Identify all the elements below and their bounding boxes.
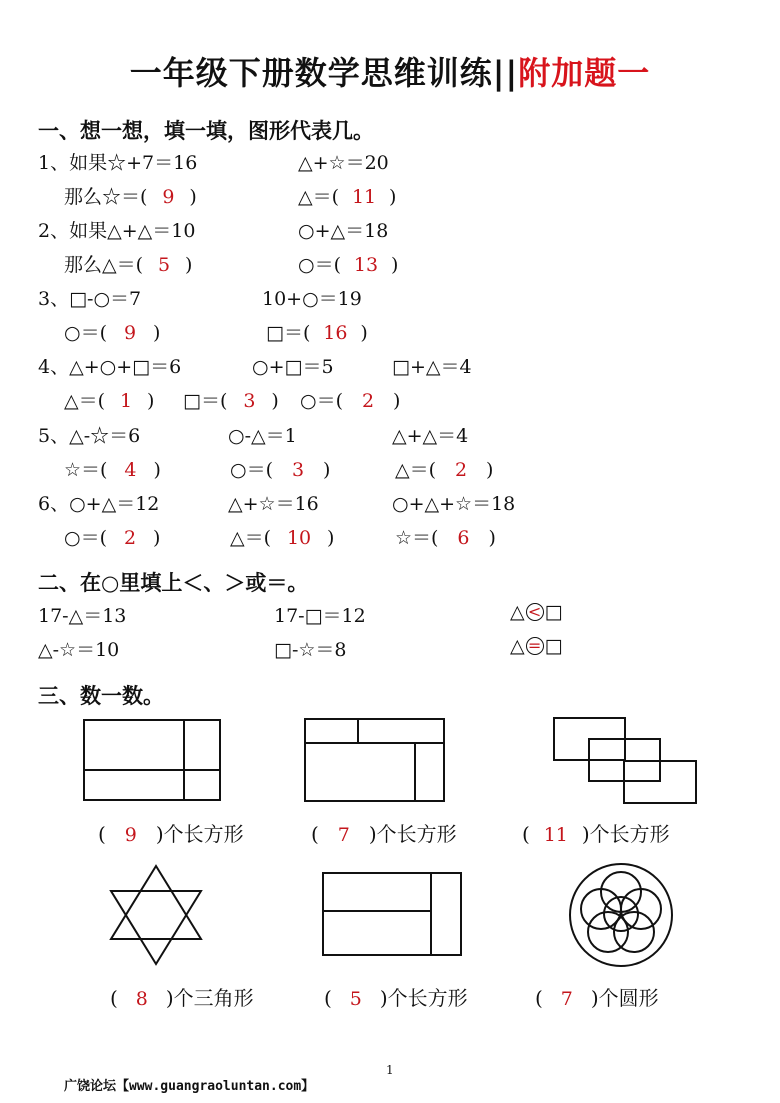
open-paren: (: [110, 986, 118, 1010]
answer-prompt: ☆＝(: [64, 459, 108, 481]
equation-text: △-☆＝6: [69, 425, 141, 447]
answer-prompt: □＝(: [183, 390, 228, 412]
answer-value: 3: [243, 390, 256, 412]
item4-equation-b: ○+□＝5: [252, 356, 334, 378]
item5-equation-a: [38, 421, 140, 448]
answer-value: 7: [337, 824, 350, 846]
equation-text: 如果☆+7＝16: [69, 152, 198, 174]
item4-answer-a: [64, 386, 154, 413]
title-accent: 附加题一: [518, 54, 651, 92]
rectangle-figure-3: [321, 871, 463, 957]
equation-text: □-○＝7: [69, 288, 142, 310]
item6-equation-c: ○+△+☆＝18: [392, 493, 516, 515]
answer-value: 2: [123, 527, 137, 549]
answer-prompt: △＝(: [64, 390, 106, 412]
overlapping-rectangles-figure: [552, 716, 698, 806]
answer-value: 7: [560, 988, 573, 1010]
page-title: [0, 48, 780, 94]
answer-value: 11: [351, 186, 377, 208]
item1-equation-a: [38, 148, 197, 175]
count-caption-5: [324, 982, 468, 1011]
item6-answer-c: [395, 523, 496, 550]
answer-prompt: ☆＝(: [395, 527, 439, 549]
close-paren: ): [323, 459, 331, 481]
caption-text: )个长方形: [581, 822, 670, 846]
caption-text: )个长方形: [368, 822, 457, 846]
item4-answer-c: [300, 386, 400, 413]
close-paren: ): [185, 254, 193, 276]
answer-value: 5: [349, 988, 362, 1010]
open-paren: (: [324, 986, 332, 1010]
count-caption-4: [110, 982, 254, 1011]
close-paren: ): [360, 322, 368, 344]
rectangle-figure-2: [303, 717, 446, 803]
compare-row1-c: [510, 601, 563, 623]
compare-left: △: [510, 601, 525, 623]
compare-row1-b: 17-□＝12: [274, 605, 366, 627]
answer-value: 1: [119, 390, 133, 412]
answer-value: 9: [123, 322, 137, 344]
item3-answer-a: [64, 318, 160, 345]
compare-sign: <: [526, 603, 544, 621]
answer-value: 8: [135, 988, 148, 1010]
answer-value: 13: [353, 254, 379, 276]
item1-answer-b: [298, 182, 396, 209]
compare-sign: =: [526, 637, 544, 655]
compare-row2-b: □-☆＝8: [274, 639, 347, 661]
answer-prompt: □＝(: [266, 322, 311, 344]
item-number: 6、: [38, 493, 70, 515]
answer-value: 2: [454, 459, 468, 481]
item3-equation-a: [38, 284, 141, 311]
page-number: 1: [386, 1063, 394, 1077]
close-paren: ): [153, 459, 161, 481]
item5-equation-b: ○-△＝1: [228, 425, 297, 447]
compare-right: □: [544, 601, 563, 623]
answer-value: 6: [457, 527, 470, 549]
answer-value: 5: [157, 254, 171, 276]
caption-text: )个长方形: [155, 822, 244, 846]
compare-left: △: [510, 635, 525, 657]
item5-answer-c: [395, 455, 493, 482]
item5-answer-a: [64, 455, 161, 482]
item-number: 3、: [38, 288, 70, 310]
item6-equation-b: △+☆＝16: [228, 493, 319, 515]
answer-prompt: 那么☆＝(: [64, 186, 148, 208]
count-caption-2: [311, 818, 457, 847]
item2-answer-b: [298, 250, 398, 277]
close-paren: ): [147, 390, 155, 412]
item4-equation-c: □+△＝4: [392, 356, 472, 378]
item4-equation-a: [38, 352, 181, 379]
answer-value: 16: [323, 322, 348, 344]
item6-answer-b: [230, 523, 334, 550]
item5-answer-b: [230, 455, 330, 482]
answer-prompt: ○＝(: [298, 254, 341, 276]
item1-equation-b: △+☆＝20: [298, 152, 389, 174]
answer-prompt: 那么△＝(: [64, 254, 144, 276]
answer-prompt: △＝(: [395, 459, 437, 481]
answer-value: 3: [291, 459, 305, 481]
close-paren: ): [486, 459, 494, 481]
section1-heading: 一、想一想，填一填，图形代表几。: [38, 119, 374, 143]
close-paren: ): [393, 390, 401, 412]
count-caption-6: [535, 982, 659, 1011]
answer-value: 11: [543, 824, 568, 846]
answer-value: 4: [124, 459, 137, 481]
item2-answer-a: [64, 250, 192, 277]
open-paren: (: [522, 822, 530, 846]
equation-text: 如果△+△＝10: [69, 220, 196, 242]
answer-value: 2: [361, 390, 375, 412]
item4-answer-b: [183, 386, 279, 413]
caption-text: )个圆形: [590, 986, 659, 1010]
hexagram-figure: [106, 863, 206, 967]
title-main: 一年级下册数学思维训练||: [129, 54, 519, 92]
item1-answer-a: [64, 182, 197, 209]
answer-prompt: ○＝(: [300, 390, 343, 412]
answer-value: 10: [286, 527, 312, 549]
item3-answer-b: [266, 318, 368, 345]
close-paren: ): [488, 527, 496, 549]
close-paren: ): [189, 186, 197, 208]
rectangle-figure-1: [82, 718, 222, 803]
equation-text: ○+△＝12: [69, 493, 160, 515]
item-number: 2、: [38, 220, 70, 242]
answer-prompt: ○＝(: [64, 527, 107, 549]
circles-figure: [568, 862, 674, 968]
caption-text: )个长方形: [379, 986, 468, 1010]
count-caption-3: [522, 818, 670, 847]
open-paren: (: [311, 822, 319, 846]
open-paren: (: [98, 822, 106, 846]
item6-equation-a: [38, 489, 159, 516]
section2-heading: 二、在○里填上＜、＞或＝。: [38, 571, 309, 595]
answer-value: 9: [124, 824, 137, 846]
item6-answer-a: [64, 523, 160, 550]
close-paren: ): [327, 527, 335, 549]
item5-equation-c: △+△＝4: [392, 425, 469, 447]
item2-equation-a: [38, 216, 195, 243]
close-paren: ): [153, 527, 161, 549]
answer-prompt: △＝(: [230, 527, 272, 549]
close-paren: ): [389, 186, 397, 208]
equation-text: △+○+□＝6: [69, 356, 182, 378]
item3-equation-b: 10+○＝19: [262, 288, 362, 310]
item2-equation-b: ○+△＝18: [298, 220, 389, 242]
answer-prompt: ○＝(: [230, 459, 273, 481]
count-caption-1: [98, 818, 244, 847]
item-number: 1、: [38, 152, 70, 174]
close-paren: ): [391, 254, 399, 276]
answer-prompt: ○＝(: [64, 322, 107, 344]
item-number: 4、: [38, 356, 70, 378]
close-paren: ): [153, 322, 161, 344]
compare-row1-a: 17-△＝13: [38, 605, 127, 627]
open-paren: (: [535, 986, 543, 1010]
compare-row2-a: △-☆＝10: [38, 639, 120, 661]
caption-text: )个三角形: [165, 986, 254, 1010]
compare-row2-c: [510, 635, 563, 657]
footer-site: 广饶论坛【www.guangraoluntan.com】: [64, 1079, 315, 1094]
section3-heading: 三、数一数。: [38, 684, 164, 708]
compare-right: □: [544, 635, 563, 657]
answer-value: 9: [162, 186, 175, 208]
item-number: 5、: [38, 425, 70, 447]
close-paren: ): [271, 390, 279, 412]
answer-prompt: △＝(: [298, 186, 340, 208]
